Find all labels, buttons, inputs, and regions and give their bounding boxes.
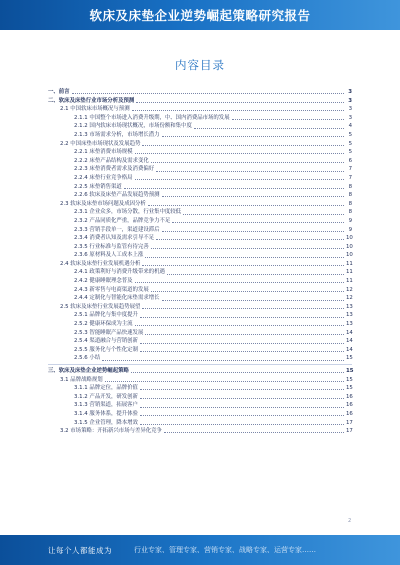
toc-leader-dots bbox=[140, 388, 344, 390]
toc-leader-dots bbox=[164, 431, 344, 433]
toc-entry-title: 2.1.1 中国整个市场进入消费升级期，中、国内消费品市场的发展 bbox=[74, 114, 230, 121]
toc-entry-page: 5 bbox=[348, 131, 352, 138]
toc-entry[interactable] bbox=[48, 294, 352, 303]
toc-entry[interactable] bbox=[48, 393, 352, 402]
toc-entry-title: 2.5.6 小结 bbox=[74, 355, 101, 362]
report-title: 软床及床垫企业逆势崛起策略研究报告 bbox=[89, 8, 311, 23]
toc-entry-title: 2.4 软床及床垫行业发展机遇分析 bbox=[60, 260, 141, 267]
toc-entry-page: 8 bbox=[348, 200, 352, 207]
toc-leader-dots bbox=[140, 414, 344, 416]
toc-entry[interactable] bbox=[48, 191, 352, 200]
toc-entry[interactable] bbox=[48, 88, 352, 97]
table-of-contents bbox=[48, 88, 352, 436]
toc-entry-title: 3.1.2 产品开发，研发创新 bbox=[74, 393, 138, 400]
toc-entry[interactable] bbox=[48, 122, 352, 131]
toc-entry-title: 3.1.4 服务体系，提升体验 bbox=[74, 410, 138, 417]
toc-leader-dots bbox=[135, 178, 344, 180]
toc-entry-page: 14 bbox=[346, 346, 353, 353]
toc-entry[interactable] bbox=[48, 354, 352, 363]
toc-leader-dots bbox=[167, 273, 344, 275]
toc-entry-title: 2.5.1 品牌化与集中度提升 bbox=[74, 312, 138, 319]
toc-entry[interactable] bbox=[48, 384, 352, 393]
toc-entry[interactable] bbox=[48, 337, 352, 346]
toc-entry-title: 2.4.3 新零售与电商渠道的发展 bbox=[74, 286, 149, 293]
toc-entry[interactable] bbox=[48, 165, 352, 174]
toc-leader-dots bbox=[132, 109, 344, 111]
toc-entry-title: 2.4.1 政策利好与消费升级带来的机遇 bbox=[74, 269, 165, 276]
toc-leader-dots bbox=[162, 135, 344, 137]
toc-entry[interactable] bbox=[48, 303, 352, 312]
toc-heading: 内容目录 bbox=[175, 58, 225, 72]
toc-entry-page: 15 bbox=[346, 355, 353, 362]
toc-entry[interactable] bbox=[48, 410, 352, 419]
toc-entry[interactable] bbox=[48, 208, 352, 217]
toc-leader-dots bbox=[232, 118, 344, 120]
toc-entry[interactable] bbox=[48, 286, 352, 295]
toc-entry-title: 2.3.1 企业众多，市场分散，行业集中度较低 bbox=[74, 209, 182, 216]
toc-entry-title: 2.1.2 国内软床市场现状概况，市场份额和集中度 bbox=[74, 123, 192, 130]
toc-entry-title: 2.5.4 渠道融合与营销创新 bbox=[74, 338, 138, 345]
toc-entry-title: 2.5 软床及床垫行业发展趋势展望 bbox=[60, 303, 141, 310]
toc-entry[interactable] bbox=[48, 260, 352, 269]
toc-entry[interactable] bbox=[48, 251, 352, 260]
toc-leader-dots bbox=[183, 213, 344, 215]
toc-leader-dots bbox=[194, 127, 344, 129]
toc-leader-dots bbox=[131, 371, 344, 373]
toc-entry-page: 13 bbox=[346, 312, 353, 319]
toc-entry-title: 2.5.2 健康环保成为主流 bbox=[74, 321, 133, 328]
toc-entry-page: 5 bbox=[348, 140, 352, 147]
toc-entry-page: 12 bbox=[346, 295, 353, 302]
toc-entry-page: 11 bbox=[346, 269, 353, 276]
toc-entry-page: 15 bbox=[346, 376, 353, 383]
toc-entry-page: 12 bbox=[346, 286, 353, 293]
toc-entry-title: 2.2.3 床垫消费者需求及消费偏好 bbox=[74, 166, 155, 173]
toc-leader-dots bbox=[148, 204, 344, 206]
toc-entry[interactable] bbox=[48, 419, 352, 428]
toc-leader-dots bbox=[140, 423, 344, 425]
toc-entry-page: 15 bbox=[346, 368, 354, 374]
toc-entry-page: 3 bbox=[348, 89, 352, 95]
toc-entry-page: 7 bbox=[348, 166, 352, 173]
toc-entry[interactable] bbox=[48, 217, 352, 226]
footer-slogan: 让每个人都能成为 bbox=[48, 545, 112, 555]
toc-entry[interactable] bbox=[48, 320, 352, 329]
toc-entry-title: 2.2.6 软床及床垫产品发展趋势预测 bbox=[74, 192, 160, 199]
toc-leader-dots bbox=[140, 406, 344, 408]
toc-entry[interactable] bbox=[48, 376, 352, 385]
toc-leader-dots bbox=[162, 195, 344, 197]
toc-entry-page: 10 bbox=[346, 252, 353, 259]
toc-leader-dots bbox=[151, 161, 344, 163]
toc-entry-title: 2.5.5 服务化与个性化定制 bbox=[74, 346, 138, 353]
toc-entry-title: 2.3.6 原材料及人工成本上涨 bbox=[74, 252, 144, 259]
toc-leader-dots bbox=[162, 299, 344, 301]
toc-entry-page: 11 bbox=[346, 260, 353, 267]
page-number: 2 bbox=[348, 518, 352, 524]
toc-entry-title: 2.4.4 定制化与智能化床垫需求增长 bbox=[74, 295, 160, 302]
toc-entry-page: 16 bbox=[346, 393, 353, 400]
toc-entry[interactable] bbox=[48, 174, 352, 183]
toc-entry-page: 5 bbox=[348, 149, 352, 156]
toc-entry-title: 一、前言 bbox=[48, 89, 70, 95]
toc-entry-page: 17 bbox=[346, 419, 353, 426]
toc-leader-dots bbox=[102, 359, 344, 361]
toc-entry[interactable] bbox=[48, 200, 352, 209]
toc-leader-dots bbox=[140, 316, 344, 318]
toc-leader-dots bbox=[135, 324, 344, 326]
toc-leader-dots bbox=[142, 307, 344, 309]
toc-entry-title: 2.2.5 床垫销售渠道 bbox=[74, 183, 122, 190]
toc-entry-page: 3 bbox=[348, 114, 352, 121]
toc-entry-title: 2.3.5 行业标准与监管有待完善 bbox=[74, 243, 149, 250]
toc-entry[interactable] bbox=[48, 367, 352, 376]
toc-leader-dots bbox=[156, 238, 344, 240]
toc-entry-title: 2.3.3 营销手段单一，渠道建设滞后 bbox=[74, 226, 160, 233]
toc-entry-title: 2.2.1 床垫消费市场规模 bbox=[74, 149, 133, 156]
toc-entry-page: 7 bbox=[348, 174, 352, 181]
toc-entry-page: 10 bbox=[346, 243, 353, 250]
toc-entry[interactable] bbox=[48, 346, 352, 355]
toc-leader-dots bbox=[140, 342, 344, 344]
toc-entry-title: 2.1.3 市场需求分析，市场增长潜力 bbox=[74, 131, 160, 138]
toc-entry-page: 10 bbox=[346, 235, 353, 242]
toc-entry[interactable] bbox=[48, 277, 352, 286]
toc-leader-dots bbox=[140, 350, 344, 352]
toc-entry[interactable] bbox=[48, 427, 352, 436]
toc-leader-dots bbox=[124, 187, 344, 189]
toc-entry-page: 8 bbox=[348, 209, 352, 216]
toc-entry-page: 15 bbox=[346, 385, 353, 392]
toc-entry-title: 三、软床及床垫企业逆势崛起策略 bbox=[48, 368, 129, 374]
toc-entry-title: 2.3.2 产品同质化严重，品牌竞争力不足 bbox=[74, 217, 171, 224]
toc-leader-dots bbox=[142, 144, 344, 146]
toc-entry[interactable] bbox=[48, 329, 352, 338]
toc-entry-title: 3.1 品牌战略规划 bbox=[60, 376, 103, 383]
toc-entry[interactable] bbox=[48, 243, 352, 252]
toc-leader-dots bbox=[142, 264, 344, 266]
toc-entry-page: 9 bbox=[348, 226, 352, 233]
toc-leader-dots bbox=[151, 290, 344, 292]
toc-leader-dots bbox=[151, 247, 344, 249]
toc-entry-page: 14 bbox=[346, 338, 353, 345]
toc-entry[interactable] bbox=[48, 105, 352, 114]
toc-entry-page: 4 bbox=[348, 123, 352, 130]
toc-leader-dots bbox=[135, 152, 344, 154]
toc-entry-page: 14 bbox=[346, 329, 353, 336]
toc-entry-title: 2.5.3 智能睡眠产品快速发展 bbox=[74, 329, 144, 336]
toc-entry-page: 3 bbox=[348, 106, 352, 113]
toc-entry-page: 8 bbox=[348, 192, 352, 199]
toc-entry-title: 3.1.5 企业管理，降本增效 bbox=[74, 419, 138, 426]
toc-entry-title: 3.2 市场策略：开拓新兴市场与差异化竞争 bbox=[60, 428, 162, 435]
toc-leader-dots bbox=[140, 397, 344, 399]
toc-entry-page: 13 bbox=[346, 321, 353, 328]
toc-entry[interactable] bbox=[48, 140, 352, 149]
toc-entry-page: 17 bbox=[346, 428, 353, 435]
toc-leader-dots bbox=[105, 380, 344, 382]
toc-entry[interactable] bbox=[48, 97, 352, 106]
toc-leader-dots bbox=[72, 92, 344, 94]
toc-entry-page: 16 bbox=[346, 410, 353, 417]
toc-leader-dots bbox=[172, 221, 344, 223]
toc-entry-page: 11 bbox=[346, 278, 353, 285]
toc-entry[interactable] bbox=[48, 311, 352, 320]
toc-leader-dots bbox=[145, 256, 344, 258]
footer-banner bbox=[0, 535, 400, 565]
toc-entry-page: 13 bbox=[346, 303, 353, 310]
toc-entry-title: 2.3 软床及床垫市场问题及成因分析 bbox=[60, 200, 146, 207]
toc-entry-page: 16 bbox=[346, 402, 353, 409]
toc-entry[interactable] bbox=[48, 148, 352, 157]
toc-entry-title: 二、软床及床垫行业市场分析及预测 bbox=[48, 97, 135, 104]
toc-entry-title: 3.1.3 营销渠道，拓展客户 bbox=[74, 402, 138, 409]
toc-entry[interactable] bbox=[48, 157, 352, 166]
toc-entry[interactable] bbox=[48, 114, 352, 123]
toc-leader-dots bbox=[135, 281, 344, 283]
toc-entry-title: 2.2 中国床垫市场现状及发展趋势 bbox=[60, 140, 141, 147]
toc-entry-page: 8 bbox=[348, 183, 352, 190]
toc-entry-title: 2.1 中国软床市场概况与预测 bbox=[60, 106, 130, 113]
footer-description: 行业专家、管理专家、营销专家、战略专家、运营专家…… bbox=[134, 546, 316, 554]
toc-entry-title: 2.2.2 床垫产品结构及需求变化 bbox=[74, 157, 149, 164]
toc-entry-title: 2.2.4 床垫行业竞争格局 bbox=[74, 174, 133, 181]
toc-entry-page: 3 bbox=[348, 97, 352, 104]
toc-leader-dots bbox=[145, 333, 344, 335]
report-header-banner bbox=[0, 0, 400, 30]
toc-entry-title: 3.1.1 品牌定位，品牌价值 bbox=[74, 385, 138, 392]
toc-entry-title: 2.3.4 消费者认知及需求引导不足 bbox=[74, 235, 155, 242]
toc-section-divider bbox=[48, 364, 352, 365]
toc-entry[interactable] bbox=[48, 183, 352, 192]
toc-leader-dots bbox=[162, 230, 344, 232]
toc-entry[interactable] bbox=[48, 268, 352, 277]
toc-entry[interactable] bbox=[48, 401, 352, 410]
toc-entry[interactable] bbox=[48, 131, 352, 140]
toc-entry-title: 2.4.2 健康睡眠理念普及 bbox=[74, 278, 133, 285]
toc-leader-dots bbox=[136, 101, 344, 103]
toc-entry[interactable] bbox=[48, 226, 352, 235]
toc-entry-page: 6 bbox=[348, 157, 352, 164]
toc-leader-dots bbox=[156, 170, 344, 172]
toc-entry-page: 9 bbox=[348, 217, 352, 224]
toc-entry[interactable] bbox=[48, 234, 352, 243]
